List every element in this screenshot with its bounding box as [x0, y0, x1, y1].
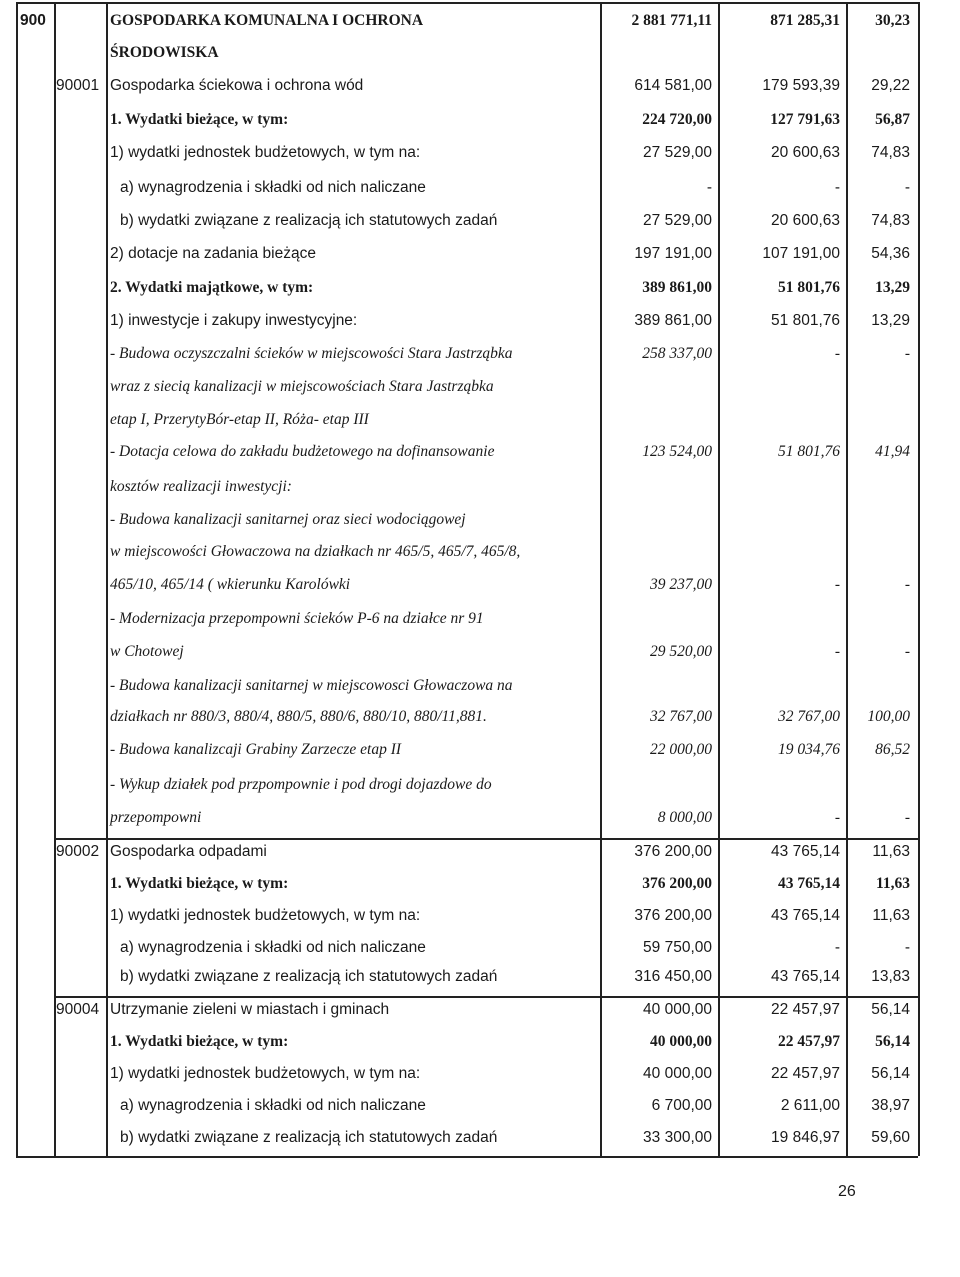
plan-value: 29 520,00 — [650, 643, 712, 660]
row-divider — [54, 996, 918, 998]
percent-value: 13,83 — [871, 968, 910, 985]
row-label: 465/10, 465/14 ( wkierunku Karolówki — [110, 576, 351, 593]
row-label: 1. Wydatki bieżące, w tym: — [110, 875, 289, 892]
plan-value: 59 750,00 — [643, 939, 712, 956]
plan-value: 614 581,00 — [634, 77, 712, 94]
row-label: Utrzymanie zieleni w miastach i gminach — [110, 1001, 390, 1018]
row-label: - Budowa kanalizacji sanitarnej oraz sieci wodociągowej — [110, 511, 466, 528]
executed-value: - — [834, 939, 840, 956]
rozdzial-code: 90004 — [56, 1001, 100, 1018]
plan-value: 224 720,00 — [642, 111, 712, 128]
row-label: a) wynagrodzenia i składki od nich naliczane — [120, 179, 426, 196]
plan-value: 123 524,00 — [642, 443, 712, 460]
plan-value: 33 300,00 — [643, 1129, 712, 1146]
plan-value: 6 700,00 — [651, 1097, 712, 1114]
executed-value: 22 457,97 — [778, 1033, 840, 1050]
plan-value: 376 200,00 — [642, 875, 712, 892]
executed-value: 2 611,00 — [780, 1097, 840, 1114]
row-label: 2. Wydatki majątkowe, w tym: — [110, 279, 314, 296]
percent-value: 86,52 — [875, 741, 910, 758]
row-label: wraz z siecią kanalizacji w miejscowościach Stara Jastrząbka — [110, 378, 494, 395]
executed-value: 179 593,39 — [762, 77, 840, 94]
row-label: - Budowa oczyszczalni ścieków w miejscowości Stara Jastrząbka — [110, 345, 513, 362]
row-label: - Budowa kanalizcaji Grabiny Zarzecze etap II — [110, 741, 402, 758]
row-label: kosztów realizacji inwestycji: — [110, 478, 292, 495]
percent-value: 74,83 — [871, 212, 910, 229]
percent-value: - — [904, 179, 910, 196]
plan-value: 376 200,00 — [634, 843, 712, 860]
row-label: 1) wydatki jednostek budżetowych, w tym na: — [110, 144, 421, 161]
plan-value: 40 000,00 — [643, 1065, 712, 1082]
row-label: etap I, PrzerytyBór-etap II, Róża- etap III — [110, 411, 369, 428]
percent-value: 100,00 — [867, 708, 910, 725]
executed-value: 19 034,76 — [778, 741, 840, 758]
executed-value: - — [834, 345, 840, 362]
plan-value: 32 767,00 — [650, 708, 712, 725]
row-divider — [54, 838, 918, 840]
row-label: Gospodarka ściekowa i ochrona wód — [110, 77, 364, 94]
percent-value: - — [904, 809, 910, 826]
executed-value: 107 191,00 — [762, 245, 840, 262]
plan-value: 258 337,00 — [642, 345, 712, 362]
percent-value: 56,14 — [871, 1001, 910, 1018]
row-label: - Modernizacja przepompowni ścieków P-6 na działce nr 91 — [110, 610, 484, 627]
rozdzial-code: 90002 — [56, 843, 100, 860]
row-label: b) wydatki związane z realizacją ich statutowych zadań — [120, 968, 498, 985]
column-divider — [918, 2, 920, 1156]
executed-value: - — [834, 643, 840, 660]
executed-value: - — [834, 576, 840, 593]
plan-value: 39 237,00 — [650, 576, 712, 593]
executed-value: 871 285,31 — [770, 12, 840, 29]
column-divider — [106, 2, 108, 1156]
plan-value: 40 000,00 — [650, 1033, 712, 1050]
percent-value: 59,60 — [871, 1129, 910, 1146]
executed-value: 51 801,76 — [778, 443, 840, 460]
row-label: Gospodarka odpadami — [110, 843, 267, 860]
column-divider — [846, 2, 848, 1156]
percent-value: 30,23 — [875, 12, 910, 29]
row-label: 1. Wydatki bieżące, w tym: — [110, 1033, 289, 1050]
percent-value: 56,14 — [871, 1065, 910, 1082]
row-label: 2) dotacje na zadania bieżące — [110, 245, 316, 262]
percent-value: 11,63 — [872, 907, 910, 924]
row-label: ŚRODOWISKA — [110, 44, 219, 61]
plan-value: 2 881 771,11 — [631, 12, 712, 29]
plan-value: 389 861,00 — [634, 312, 712, 329]
row-label: GOSPODARKA KOMUNALNA I OCHRONA — [110, 12, 424, 29]
plan-value: 316 450,00 — [634, 968, 712, 985]
row-label: 1. Wydatki bieżące, w tym: — [110, 111, 289, 128]
percent-value: 56,14 — [875, 1033, 910, 1050]
percent-value: - — [904, 939, 910, 956]
row-label: a) wynagrodzenia i składki od nich naliczane — [120, 1097, 426, 1114]
rozdzial-code: 90001 — [56, 77, 100, 94]
percent-value: - — [904, 643, 910, 660]
row-label: 1) wydatki jednostek budżetowych, w tym na: — [110, 907, 421, 924]
column-divider — [54, 2, 56, 1156]
percent-value: 13,29 — [875, 279, 910, 296]
row-label: - Dotacja celowa do zakładu budżetowego na dofinansowanie — [110, 443, 495, 460]
percent-value: - — [904, 345, 910, 362]
column-divider — [16, 2, 18, 1156]
executed-value: - — [834, 809, 840, 826]
executed-value: 43 765,14 — [771, 968, 840, 985]
plan-value: 27 529,00 — [643, 212, 712, 229]
row-label: - Budowa kanalizacji sanitarnej w miejscowosci Głowaczowa na — [110, 677, 513, 694]
row-divider — [16, 1156, 918, 1158]
row-label: b) wydatki związane z realizacją ich statutowych zadań — [120, 212, 498, 229]
plan-value: 8 000,00 — [657, 809, 712, 826]
executed-value: 32 767,00 — [778, 708, 840, 725]
executed-value: 127 791,63 — [770, 111, 840, 128]
plan-value: 27 529,00 — [643, 144, 712, 161]
executed-value: 19 846,97 — [771, 1129, 840, 1146]
row-label: przepompowni — [110, 809, 202, 826]
percent-value: 11,63 — [875, 875, 910, 892]
executed-value: 51 801,76 — [778, 279, 840, 296]
dzial-code: 900 — [20, 12, 46, 29]
plan-value: 389 861,00 — [642, 279, 712, 296]
percent-value: 74,83 — [871, 144, 910, 161]
row-label: 1) inwestycje i zakupy inwestycyjne: — [110, 312, 358, 329]
executed-value: 51 801,76 — [771, 312, 840, 329]
row-label: b) wydatki związane z realizacją ich statutowych zadań — [120, 1129, 498, 1146]
executed-value: 43 765,14 — [771, 843, 840, 860]
plan-value: 197 191,00 — [634, 245, 712, 262]
executed-value: 20 600,63 — [771, 144, 840, 161]
row-divider — [16, 2, 918, 4]
row-label: w Chotowej — [110, 643, 184, 660]
row-label: działkach nr 880/3, 880/4, 880/5, 880/6, 880/10, 880/11,881. — [110, 708, 487, 725]
plan-value: 376 200,00 — [634, 907, 712, 924]
executed-value: 22 457,97 — [771, 1001, 840, 1018]
percent-value: 41,94 — [875, 443, 910, 460]
row-label: 1) wydatki jednostek budżetowych, w tym na: — [110, 1065, 421, 1082]
plan-value: 40 000,00 — [643, 1001, 712, 1018]
percent-value: 11,63 — [872, 843, 910, 860]
executed-value: 43 765,14 — [771, 907, 840, 924]
plan-value: - — [706, 179, 712, 196]
percent-value: 29,22 — [871, 77, 910, 94]
row-label: w miejscowości Głowaczowa na działkach nr 465/5, 465/7, 465/8, — [110, 543, 521, 560]
page-number: 26 — [838, 1183, 856, 1200]
executed-value: 22 457,97 — [771, 1065, 840, 1082]
percent-value: 38,97 — [871, 1097, 910, 1114]
row-label: - Wykup działek pod przpompownie i pod drogi dojazdowe do — [110, 776, 492, 793]
percent-value: 54,36 — [871, 245, 910, 262]
percent-value: 13,29 — [871, 312, 910, 329]
percent-value: - — [904, 576, 910, 593]
executed-value: 43 765,14 — [778, 875, 840, 892]
column-divider — [718, 2, 720, 1156]
executed-value: - — [834, 179, 840, 196]
executed-value: 20 600,63 — [771, 212, 840, 229]
percent-value: 56,87 — [875, 111, 910, 128]
row-label: a) wynagrodzenia i składki od nich naliczane — [120, 939, 426, 956]
plan-value: 22 000,00 — [650, 741, 712, 758]
